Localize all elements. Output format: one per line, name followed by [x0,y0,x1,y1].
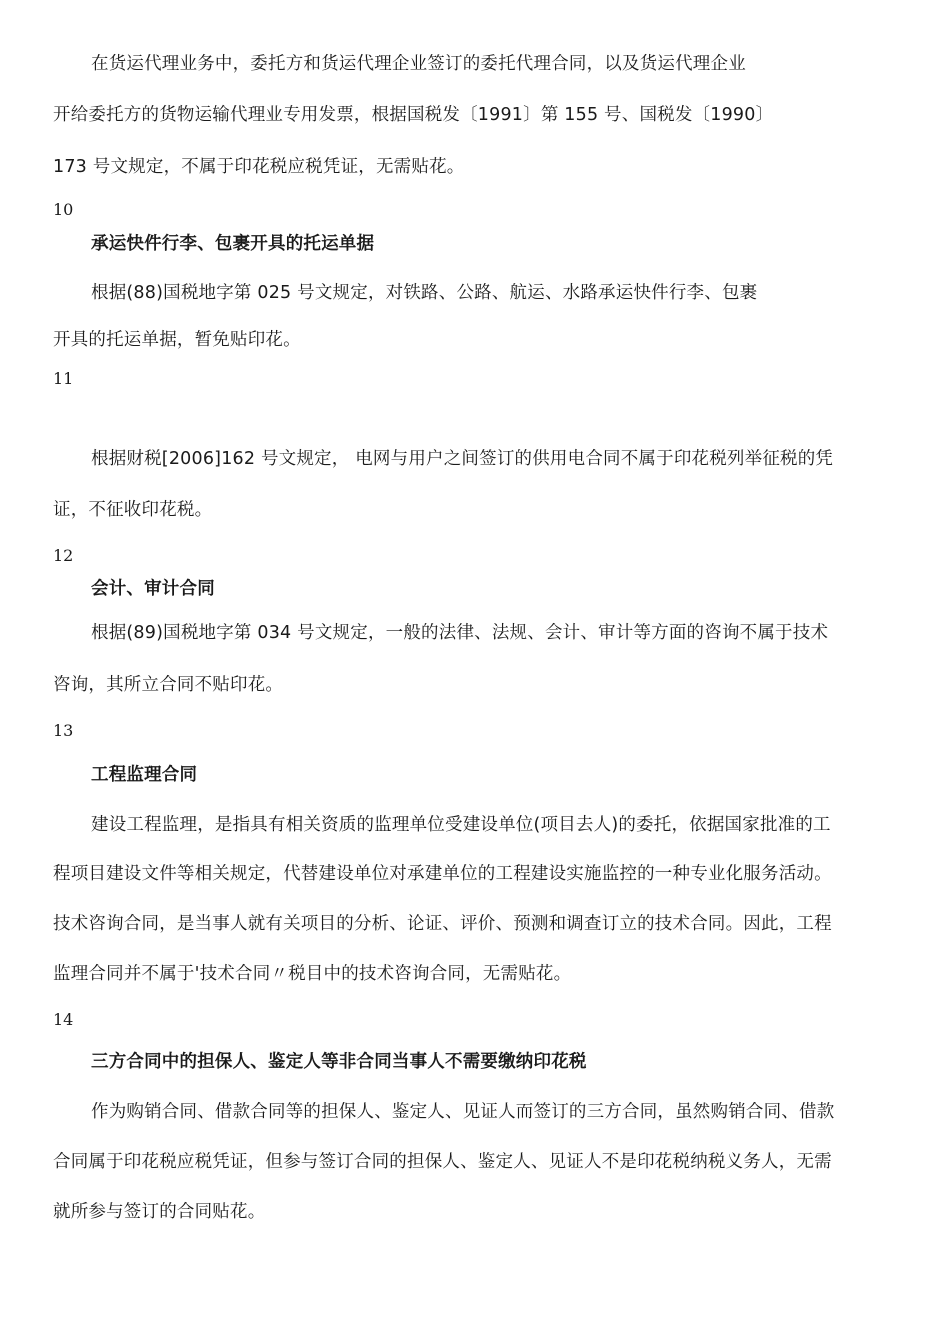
section-number: 11 [53,369,74,388]
paragraph-line: 开具的托运单据，暂免贴印花。 [53,330,301,350]
paragraph-line: 建设工程监理，是指具有相关资质的监理单位受建设单位(项目去人)的委托，依据国家批准的工 [91,815,831,835]
paragraph-line: 咨询，其所立合同不贴印花。 [53,675,284,695]
paragraph-line: 作为购销合同、借款合同等的担保人、鉴定人、见证人而签订的三方合同，虽然购销合同、借款 [91,1102,835,1122]
section-number: 14 [53,1010,74,1029]
paragraph-line: 根据(89)国税地字第 034 号文规定，一般的法律、法规、会计、审计等方面的咨询不属于技术 [91,623,829,643]
section-heading: 会计、审计合同 [91,579,215,599]
paragraph-line: 合同属于印花税应税凭证，但参与签订合同的担保人、鉴定人、见证人不是印花税纳税义务人，无需 [53,1152,832,1172]
section-heading: 三方合同中的担保人、鉴定人等非合同当事人不需要缴纳印花税 [91,1052,587,1072]
section-heading: 工程监理合同 [91,765,198,785]
paragraph-line: 程项目建设文件等相关规定，代替建设单位对承建单位的工程建设实施监控的一种专业化服务活动。 [53,864,832,884]
paragraph-line: 根据(88)国税地字第 025 号文规定，对铁路、公路、航运、水路承运快件行李、包裹 [91,283,758,303]
paragraph-line: 根据财税[2006]162 号文规定， 电网与用户之间签订的供用电合同不属于印花税列举征税的凭 [91,449,834,469]
paragraph-line: 技术咨询合同，是当事人就有关项目的分析、论证、评价、预测和调查订立的技术合同。因此，工程 [53,914,832,934]
section-number: 13 [53,721,74,740]
paragraph-line: 就所参与签订的合同贴花。 [53,1202,266,1222]
paragraph-line: 证，不征收印花税。 [53,500,213,520]
section-number: 12 [53,546,74,565]
paragraph-line: 173 号文规定，不属于印花税应税凭证，无需贴花。 [53,157,465,177]
section-heading: 承运快件行李、包裹开具的托运单据 [91,234,375,254]
paragraph-line: 在货运代理业务中，委托方和货运代理企业签订的委托代理合同，以及货运代理企业 [91,54,746,74]
paragraph-line: 监理合同并不属于'技术合同〃税目中的技术咨询合同，无需贴花。 [53,964,572,984]
paragraph-line: 开给委托方的货物运输代理业专用发票，根据国税发〔1991〕第 155 号、国税发〔1990〕 [53,105,774,125]
section-number: 10 [53,200,74,219]
